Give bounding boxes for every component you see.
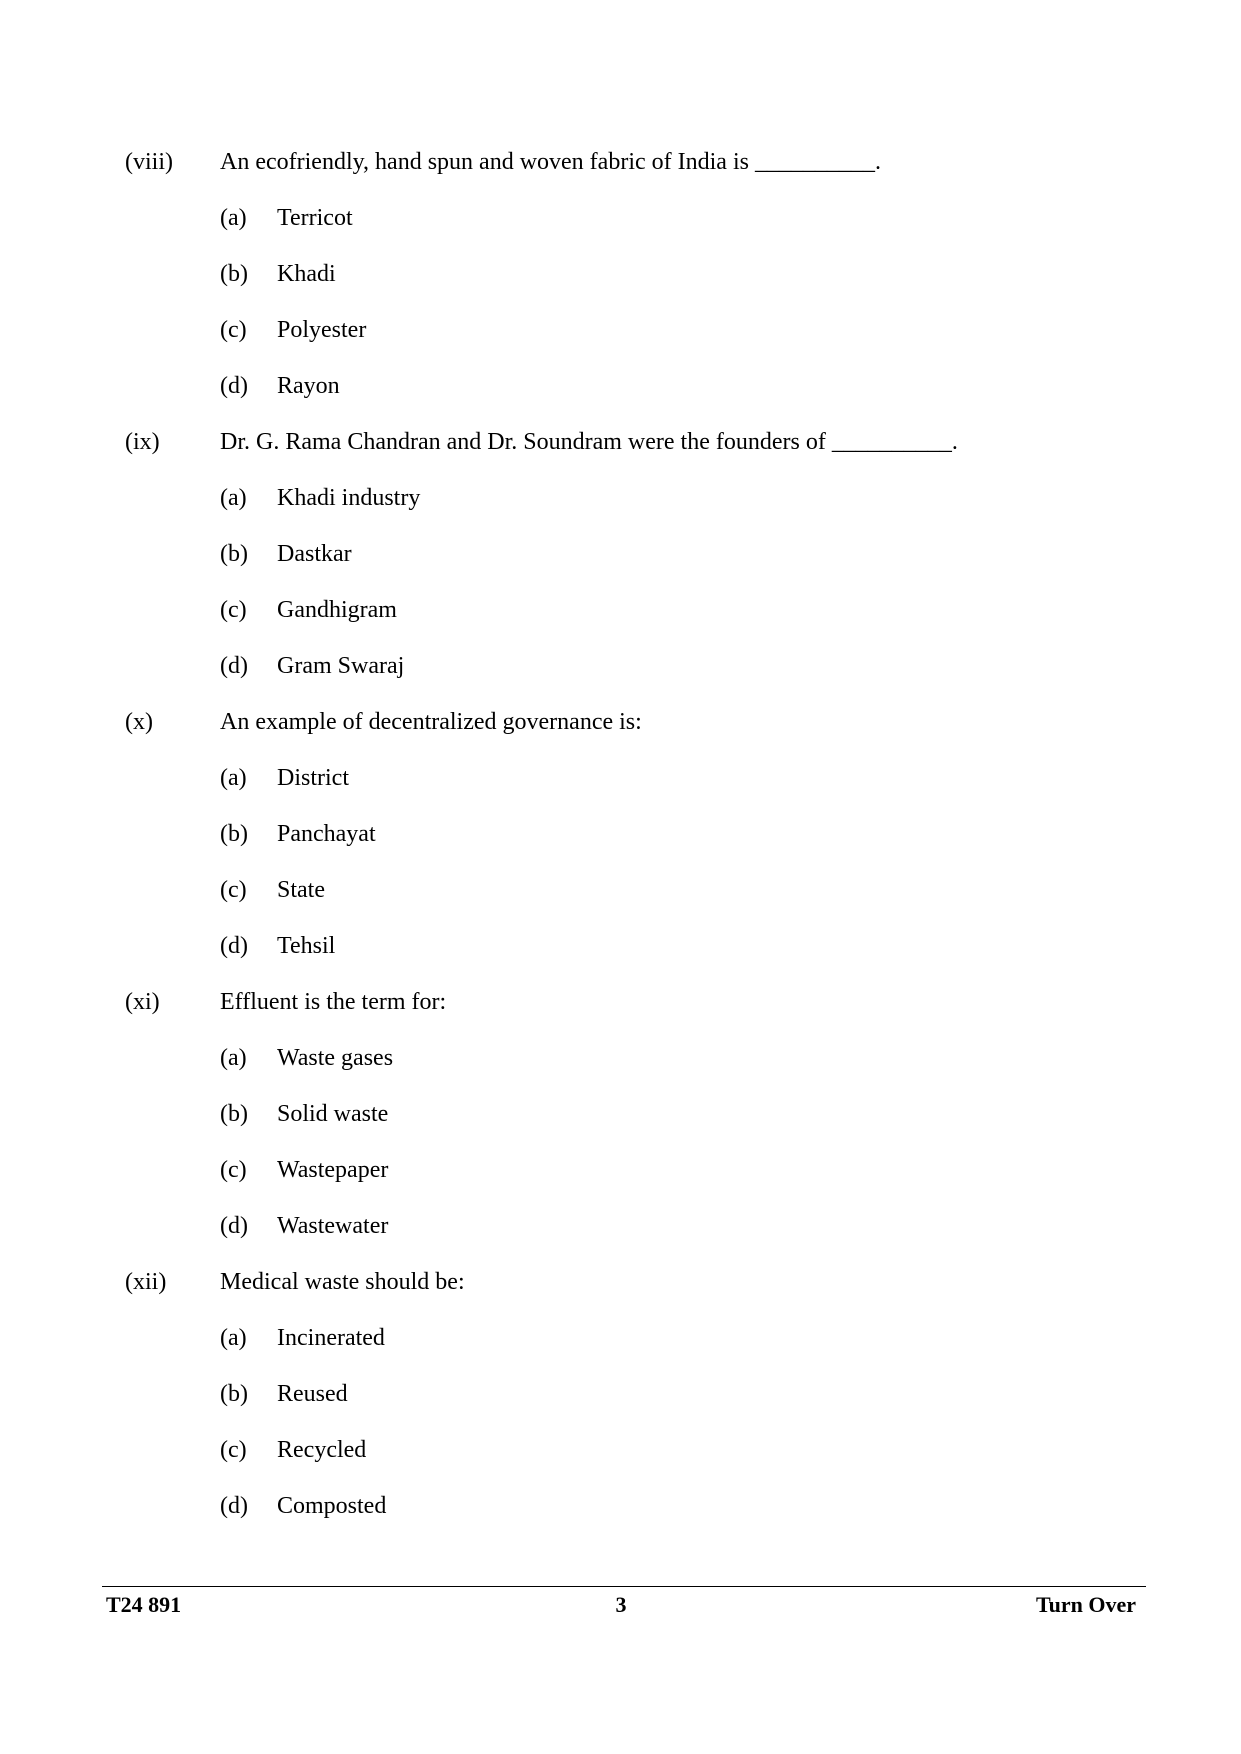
option-letter: (d) [220,373,248,399]
question-stem [125,707,1145,763]
option-letter: (c) [220,1437,247,1463]
option-row [125,819,1145,875]
option-text: Wastewater [277,1213,389,1239]
option-letter: (a) [220,485,247,511]
option-letter: (a) [220,1325,247,1351]
question-xii [125,1267,1145,1547]
option-letter: (c) [220,877,247,903]
option-row [125,315,1145,371]
question-text: Dr. G. Rama Chandran and Dr. Soundram were the founders of __________. [220,429,958,455]
option-row [125,203,1145,259]
question-viii [125,147,1145,427]
paper-code: T24 891 [106,1592,182,1617]
option-text: Terricot [277,205,353,231]
option-row [125,1155,1145,1211]
option-letter: (a) [220,205,247,231]
question-text: Medical waste should be: [220,1269,465,1295]
footer-divider [102,1586,1146,1587]
option-letter: (b) [220,1381,248,1407]
option-letter: (a) [220,1045,247,1071]
question-x [125,707,1145,987]
option-text: Wastepaper [277,1157,389,1183]
option-letter: (d) [220,933,248,959]
page-footer [106,1590,1136,1622]
option-text: Solid waste [277,1101,389,1127]
question-number: (viii) [125,149,173,175]
option-text: Dastkar [277,541,352,567]
option-letter: (d) [220,1213,248,1239]
option-text: Incinerated [277,1325,385,1351]
option-row [125,651,1145,707]
option-letter: (b) [220,1101,248,1127]
option-row [125,1435,1145,1491]
option-row [125,595,1145,651]
option-text: District [277,765,349,791]
option-row [125,1379,1145,1435]
option-row [125,1211,1145,1267]
option-text: Panchayat [277,821,376,847]
option-letter: (b) [220,261,248,287]
option-text: Reused [277,1381,348,1407]
question-number: (xi) [125,989,160,1015]
option-text: Khadi [277,261,336,287]
option-letter: (c) [220,597,247,623]
option-row [125,259,1145,315]
question-number: (ix) [125,429,160,455]
option-row [125,931,1145,987]
question-text: An ecofriendly, hand spun and woven fabric of India is __________. [220,149,881,175]
turn-over-label: Turn Over [1035,1592,1136,1617]
question-text: An example of decentralized governance is: [220,709,642,735]
option-letter: (c) [220,317,247,343]
option-row [125,1323,1145,1379]
question-stem [125,1267,1145,1323]
option-text: Gandhigram [277,597,397,623]
question-xi [125,987,1145,1267]
option-text: Waste gases [277,1045,394,1071]
question-ix [125,427,1145,707]
option-text: State [277,877,325,903]
option-row [125,483,1145,539]
question-number: (xii) [125,1269,167,1295]
question-list [125,147,1145,1547]
option-row [125,539,1145,595]
option-text: Khadi industry [277,485,421,511]
page-number: 3 [615,1592,627,1617]
option-text: Recycled [277,1437,367,1463]
option-letter: (a) [220,765,247,791]
option-letter: (d) [220,1493,248,1519]
question-number: (x) [125,709,153,735]
option-row [125,1491,1145,1547]
option-letter: (b) [220,821,248,847]
option-row [125,763,1145,819]
question-stem [125,427,1145,483]
option-text: Gram Swaraj [277,653,405,679]
option-text: Polyester [277,317,367,343]
option-letter: (c) [220,1157,247,1183]
option-text: Composted [277,1493,387,1519]
option-text: Rayon [277,373,340,399]
option-letter: (b) [220,541,248,567]
option-text: Tehsil [277,933,336,959]
option-row [125,1099,1145,1155]
option-row [125,875,1145,931]
question-stem [125,147,1145,203]
question-text: Effluent is the term for: [220,989,447,1015]
question-stem [125,987,1145,1043]
option-row [125,1043,1145,1099]
option-letter: (d) [220,653,248,679]
option-row [125,371,1145,427]
